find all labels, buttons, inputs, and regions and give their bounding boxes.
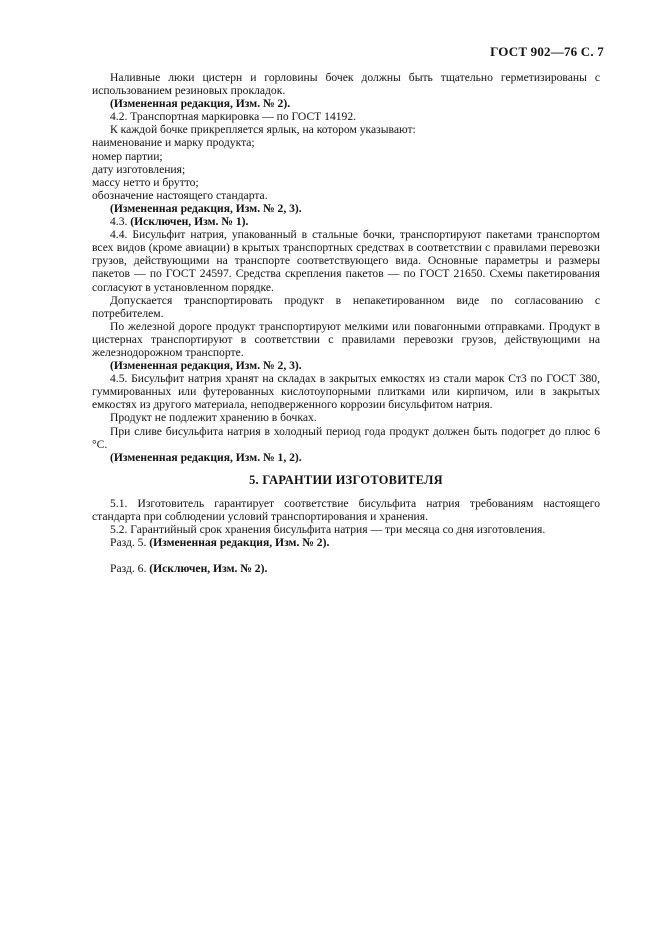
section-title: 5. ГАРАНТИИ ИЗГОТОВИТЕЛЯ [249,472,443,487]
document-body [92,71,600,575]
paragraph-4-3 [92,215,600,228]
section-ref: Разд. 5. [110,536,147,550]
section-6-note [92,562,600,575]
clause-number: 4.3. [110,215,128,229]
section-ref: Разд. 6. [110,562,147,576]
edition-note: (Измененная редакция, Изм. № 1, 2). [110,450,302,464]
edition-note: (Измененная редакция, Изм. № 2). [149,536,330,550]
paragraph-5-2: 5.2. Гарантийный срок хранения бисульфита натрия — три месяца со дня изготовления. [110,523,546,537]
edition-note: (Измененная редакция, Изм. № 2, 3). [110,359,302,373]
paragraph-railway: По железной дороге продукт транспортируют мелкими или повагонными отправками. Продукт в цистернах транспортируют в соответствии с правилами перевозки грузов, действующими на железнодорожном транспорте. [92,319,600,359]
paragraph-label: К каждой бочке прикрепляется ярлык, на котором указывают: [110,123,416,137]
section-5-note [92,536,600,549]
list-item: обозначение настоящего стандарта. [92,188,268,202]
paragraph-heating: При сливе бисульфита натрия в холодный период года продукт должен быть подогрет до плюс 6 °С. [92,424,600,451]
paragraph-4-2: 4.2. Транспортная маркировка — по ГОСТ 14192. [110,110,357,124]
list-item: номер партии; [92,149,163,163]
paragraph-4-4: 4.4. Бисульфит натрия, упакованный в стальные бочки, транспортируют пакетами транспортом всех видов (кроме авиации) в крытых транспортных средствах в соответствии с правилами перевозки грузов, действующими на транспорте соответствующего вида. Основные параметры и размеры пакетов — по ГОСТ 24597. Средства скрепления пакетов — по ГОСТ 21650. Схемы пакетирования согласуют в установленном порядке. [92,228,600,294]
list-item: массу нетто и брутто; [92,175,199,189]
excluded-note: (Исключен, Изм. № 1). [130,215,249,229]
paragraph-hatches: Наливные люки цистерн и горловины бочек должны быть тщательно герметизированы с использованием резиновых прокладок. [92,71,600,98]
paragraph-unpacked: Допускается транспортировать продукт в непакетированном виде по согласованию с потребителем. [92,293,600,320]
list-item: дату изготовления; [92,162,186,176]
paragraph-5-1: 5.1. Изготовитель гарантирует соответствие бисульфита натрия требованиям настоящего стандарта при соблюдении условий транспортирования и хранения. [92,496,600,523]
edition-note: (Измененная редакция, Изм. № 2, 3). [110,201,302,215]
edition-note: (Измененная редакция, Изм. № 2). [110,97,291,111]
spacer [92,549,600,562]
paragraph-4-5: 4.5. Бисульфит натрия хранят на складах в закрытых емкостях из стали марок Ст3 по ГОСТ 380, гуммированных или футерованных кислотоупорными плитками или кирпичом, или в закрытых емкостях из другого материала, неподверженного коррозии бисульфитом натрия. [92,372,600,412]
page-header: ГОСТ 902—76 С. 7 [490,44,604,59]
excluded-note: (Исключен, Изм. № 2). [149,562,268,576]
list-item: наименование и марку продукта; [92,136,255,150]
paragraph-no-barrels: Продукт не подлежит хранению в бочках. [110,411,317,425]
